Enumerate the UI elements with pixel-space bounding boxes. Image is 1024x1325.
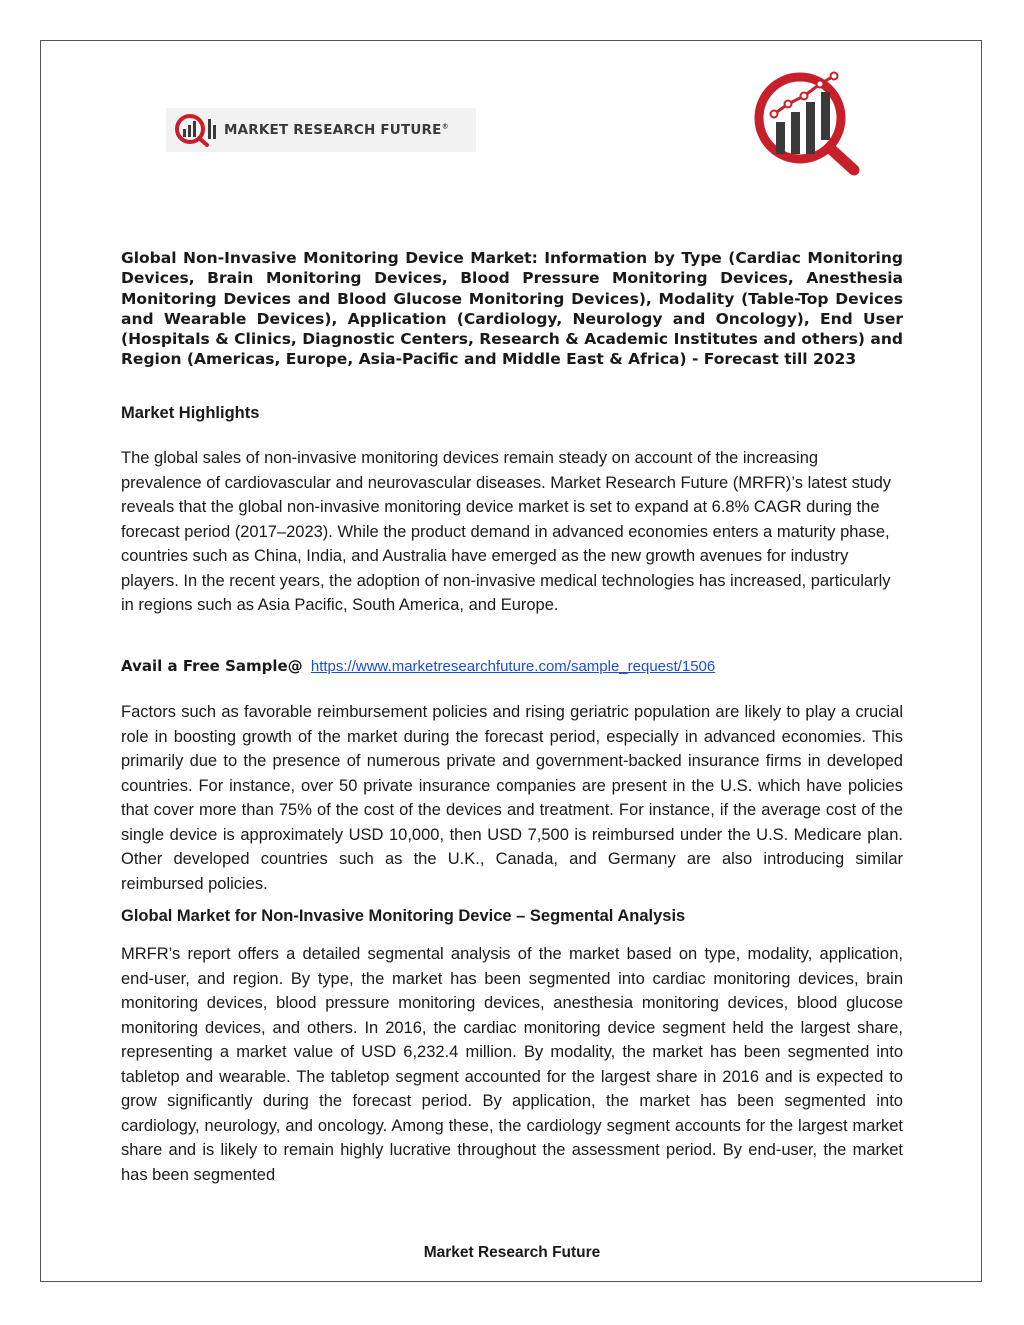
market-highlights-paragraph: The global sales of non-invasive monitoring devices remain steady on account of the increasing prevalence of cardiovascular and neurovascular diseases. Market Research Future (MRFR)’s latest study reveals that the global non-invasive monitoring device market is set to expand at 6.8% CAGR during the forecast period (2017–2023). While the product demand in advanced economies enters a maturity phase, countries such as China, India, and Australia have emerged as the new growth avenues for industry players. In the recent years, the adoption of non-invasive medical technologies has increased, particularly in regions such as Asia Pacific, South America, and Europe. (121, 449, 892, 614)
free-sample-link[interactable]: https://www.marketresearchfuture.com/sample_request/1506 (310, 658, 716, 675)
brand-logo-text: MARKET RESEARCH FUTURE® (224, 122, 449, 138)
brand-logo-banner (166, 108, 476, 152)
free-sample-label: Avail a Free Sample@ (121, 657, 303, 675)
factors-paragraph: Factors such as favorable reimbursement policies and rising geriatric population are likely to play a crucial role in boosting growth of the market during the forecast period, especially in advanced economies. This primarily due to the presence of numerous private and government-backed insurance firms in developed countries. For instance, over 50 private insurance companies are present in the U.S. which have policies that cover more than 75% of the cost of the devices and treatment. For instance, if the average cost of the single device is approximately USD 10,000, then USD 7,500 is reimbursed under the U.S. Medicare plan. Other developed countries such as the U.K., Canada, and Germany are also introducing similar reimbursed policies. (121, 703, 903, 893)
segmental-analysis-heading: Global Market for Non-Invasive Monitoring Device – Segmental Analysis (121, 907, 686, 925)
market-highlights-heading: Market Highlights (121, 404, 260, 422)
page-footer: Market Research Future (423, 1244, 601, 1261)
document-title: Global Non-Invasive Monitoring Device Market: Information by Type (Cardiac Monitoring Devices, Brain Monitoring Devices, Blood Pressure Monitoring Devices, Anesthesia Monitoring Devices and Blood Glucose Monitoring Devices), Modality (Table-Top Devices and Wearable Devices), Application (Cardiology, Neurology and Oncology), End User (Hospitals & Clinics, Diagnostic Centers, Research & Academic Institutes and others) and Region (Americas, Europe, Asia-Pacific and Middle East & Africa) - Forecast till 2023 (121, 249, 903, 369)
segmental-analysis-paragraph: MRFR’s report offers a detailed segmental analysis of the market based on type, modality, application, end-user, and region. By type, the market has been segmented into cardiac monitoring devices, brain monitoring devices, blood pressure monitoring devices, anesthesia monitoring devices, blood glucose monitoring devices, and others. In 2016, the cardiac monitoring device segment held the largest share, representing a market value of USD 6,232.4 million. By modality, the market has been segmented into tabletop and wearable. The tabletop segment accounted for the largest share in 2016 and is expected to grow significantly during the forecast period. By application, the market has been segmented into cardiology, neurology, and oncology. Among these, the cardiology segment accounts for the largest market share and is likely to remain highly lucrative throughout the assessment period. By end-user, the market has been segmented (121, 945, 903, 1184)
magnifier-chart-icon (750, 66, 870, 178)
free-sample-line (121, 657, 715, 675)
brand-logo-icon (172, 113, 218, 147)
